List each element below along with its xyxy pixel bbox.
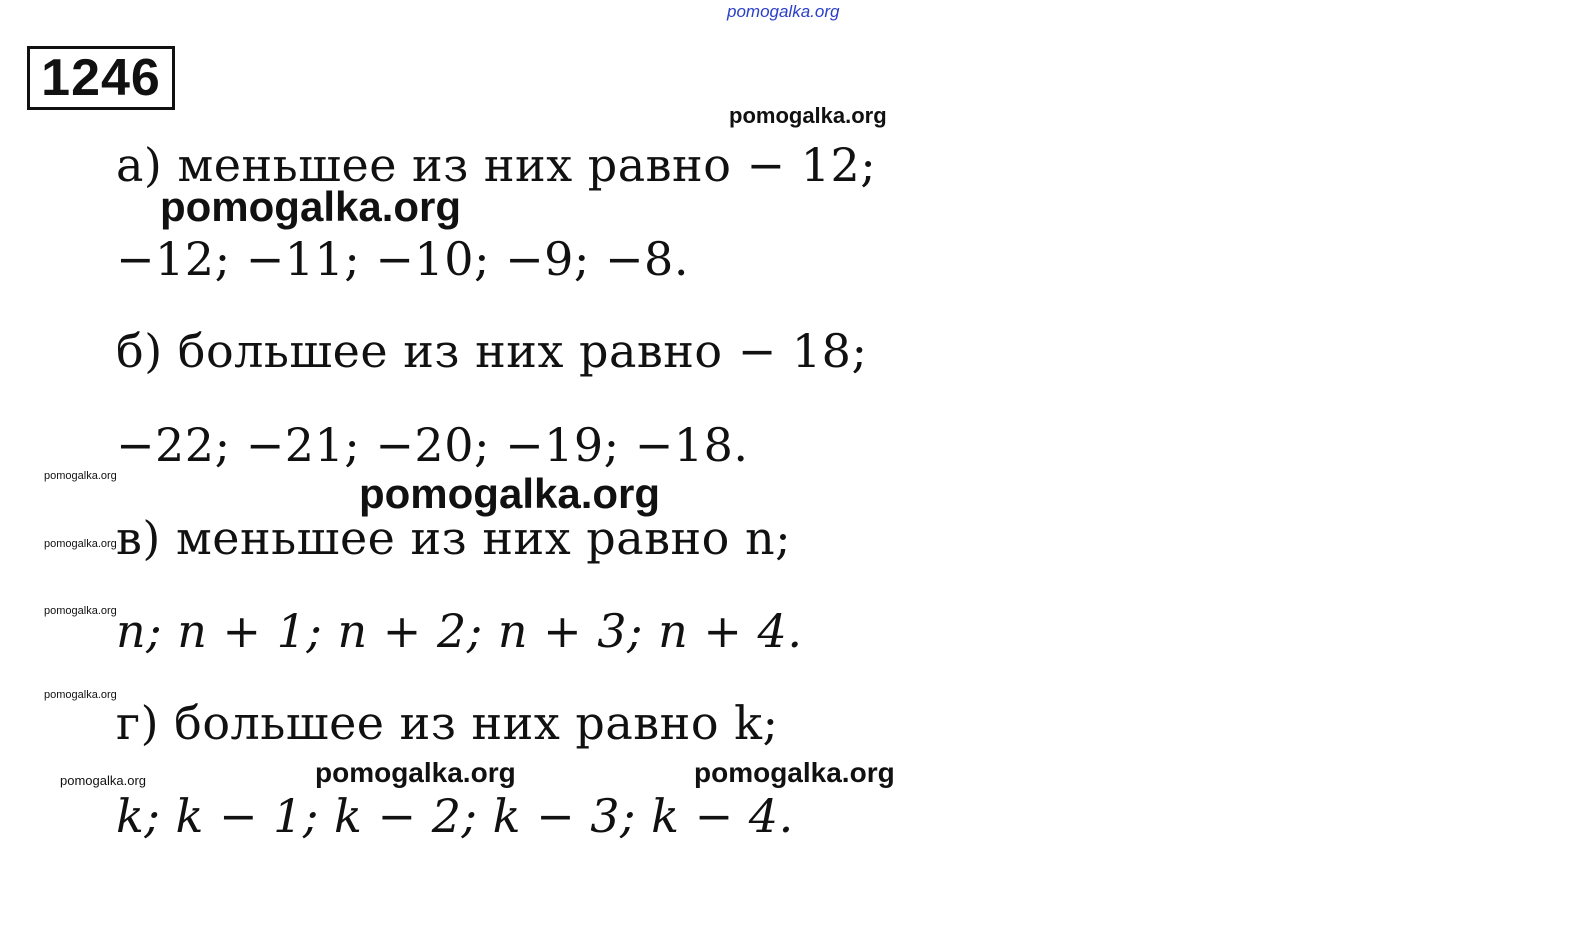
solution-line-d-answer: k; k − 1; k − 2; k − 3; k − 4. (116, 789, 794, 843)
watermark: pomogalka.org (315, 757, 516, 788)
watermark: pomogalka.org (44, 470, 117, 482)
watermark-top: pomogalka.org (727, 2, 840, 21)
solution-line-b-answer: −22; −21; −20; −19; −18. (116, 418, 749, 472)
solution-line-a-answer: −12; −11; −10; −9; −8. (116, 232, 689, 286)
problem-number-box: 1246 (27, 46, 175, 110)
watermark: pomogalka.org (44, 689, 117, 701)
solution-line-b-statement: б) большее из них равно − 18; (116, 324, 868, 378)
solution-line-c-answer: n; n + 1; n + 2; n + 3; n + 4. (116, 604, 803, 658)
watermark: pomogalka.org (359, 470, 661, 517)
watermark: pomogalka.org (729, 103, 887, 128)
solution-line-a-statement: а) меньшее из них равно − 12; (116, 138, 877, 192)
watermark: pomogalka.org (44, 605, 117, 617)
watermark: pomogalka.org (160, 183, 462, 230)
watermark: pomogalka.org (694, 757, 895, 788)
watermark: pomogalka.org (60, 773, 146, 788)
solution-line-d-statement: г) большее из них равно k; (116, 696, 779, 750)
watermark: pomogalka.org (44, 538, 117, 550)
solution-line-c-statement: в) меньшее из них равно n; (116, 511, 792, 565)
